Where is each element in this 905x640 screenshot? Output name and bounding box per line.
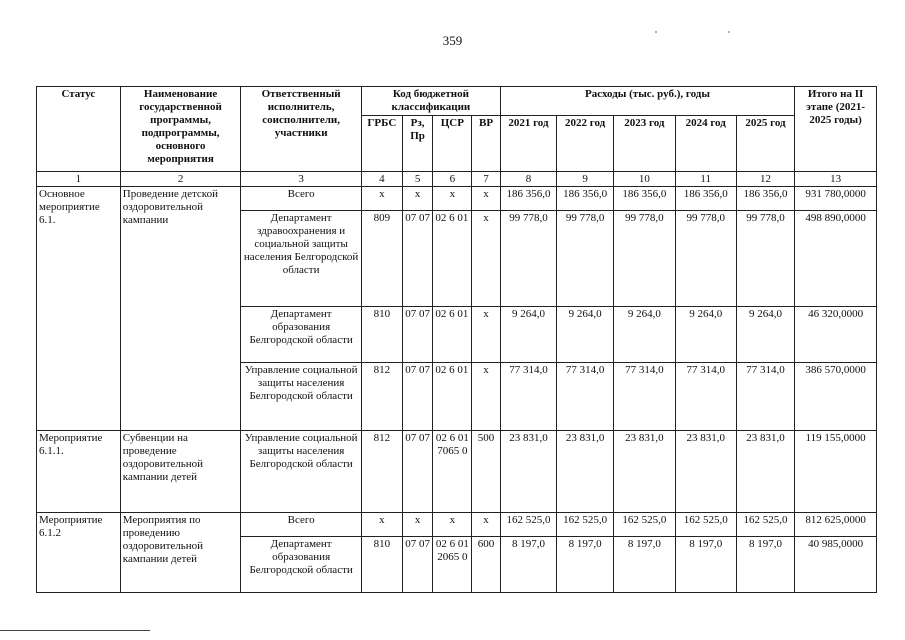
header-total: Итого на II этапе (2021-2025 годы) <box>795 87 877 172</box>
y2025-cell: 99 778,0 <box>736 211 794 307</box>
page-number: 359 <box>442 33 463 48</box>
y2025-cell: 9 264,0 <box>736 307 794 363</box>
total-cell: 931 780,0000 <box>795 187 877 211</box>
header-rz-pr: Рз, Пр <box>402 116 433 172</box>
csr-cell: 02 6 01 2065 0 <box>433 537 472 593</box>
header-name: Наименование государственной программы, подпрограммы, основного мероприятия <box>120 87 241 172</box>
header-2024: 2024 год <box>675 116 736 172</box>
y2025-cell: 23 831,0 <box>736 431 794 513</box>
name-cell: Субвенции на проведение оздоровительной кампании детей <box>120 431 241 513</box>
csr-cell: х <box>433 513 472 537</box>
header-vr: ВР <box>472 116 501 172</box>
csr-cell: 02 6 01 <box>433 363 472 431</box>
csr-cell: 02 6 01 <box>433 211 472 307</box>
y2023-cell: 9 264,0 <box>614 307 675 363</box>
table-row <box>37 431 877 513</box>
y2022-cell: 9 264,0 <box>557 307 614 363</box>
y2022-cell: 99 778,0 <box>557 211 614 307</box>
y2022-cell: 8 197,0 <box>557 537 614 593</box>
scan-speck <box>655 31 657 33</box>
header-executor: Ответственный исполнитель, соисполнители, участники <box>241 87 362 172</box>
name-cell: Мероприятия по проведению оздоровительной кампании детей <box>120 513 241 593</box>
vr-cell: х <box>472 211 501 307</box>
grbs-cell: 812 <box>361 431 402 513</box>
total-cell: 119 155,0000 <box>795 431 877 513</box>
total-cell: 46 320,0000 <box>795 307 877 363</box>
vr-cell: х <box>472 307 501 363</box>
y2021-cell: 162 525,0 <box>500 513 556 537</box>
header-2021: 2021 год <box>500 116 556 172</box>
grbs-cell: 809 <box>361 211 402 307</box>
vr-cell: 500 <box>472 431 501 513</box>
y2021-cell: 77 314,0 <box>500 363 556 431</box>
column-number: 6 <box>433 172 472 187</box>
table-row <box>37 513 877 537</box>
vr-cell: 600 <box>472 537 501 593</box>
grbs-cell: 812 <box>361 363 402 431</box>
executor-cell: Департамент здравоохранения и социальной защиты населения Белгородской области <box>241 211 362 307</box>
y2023-cell: 8 197,0 <box>614 537 675 593</box>
total-cell: 386 570,0000 <box>795 363 877 431</box>
grbs-cell: 810 <box>361 537 402 593</box>
y2022-cell: 162 525,0 <box>557 513 614 537</box>
y2023-cell: 162 525,0 <box>614 513 675 537</box>
y2024-cell: 23 831,0 <box>675 431 736 513</box>
header-budget-code: Код бюджетной классификации <box>361 87 500 116</box>
y2021-cell: 9 264,0 <box>500 307 556 363</box>
y2021-cell: 23 831,0 <box>500 431 556 513</box>
column-number: 4 <box>361 172 402 187</box>
y2021-cell: 186 356,0 <box>500 187 556 211</box>
y2025-cell: 77 314,0 <box>736 363 794 431</box>
status-cell: Мероприятие 6.1.2 <box>37 513 121 593</box>
y2021-cell: 8 197,0 <box>500 537 556 593</box>
total-cell: 40 985,0000 <box>795 537 877 593</box>
header-2023: 2023 год <box>614 116 675 172</box>
y2022-cell: 186 356,0 <box>557 187 614 211</box>
rzpr-cell: 07 07 <box>402 537 433 593</box>
header-2025: 2025 год <box>736 116 794 172</box>
table-row <box>37 187 877 211</box>
executor-cell: Департамент образования Белгородской области <box>241 307 362 363</box>
rzpr-cell: х <box>402 513 433 537</box>
header-expenses: Расходы (тыс. руб.), годы <box>500 87 794 116</box>
column-number: 13 <box>795 172 877 187</box>
grbs-cell: х <box>361 187 402 211</box>
y2022-cell: 77 314,0 <box>557 363 614 431</box>
executor-cell: Управление социальной защиты населения Белгородской области <box>241 431 362 513</box>
y2025-cell: 186 356,0 <box>736 187 794 211</box>
y2024-cell: 99 778,0 <box>675 211 736 307</box>
rzpr-cell: 07 07 <box>402 431 433 513</box>
executor-cell: Всего <box>241 187 362 211</box>
y2025-cell: 8 197,0 <box>736 537 794 593</box>
executor-cell: Управление социальной защиты населения Белгородской области <box>241 363 362 431</box>
vr-cell: х <box>472 513 501 537</box>
name-cell: Проведение детской оздоровительной кампании <box>120 187 241 431</box>
column-number: 5 <box>402 172 433 187</box>
column-number: 2 <box>120 172 241 187</box>
scan-edge-line <box>0 630 150 631</box>
rzpr-cell: х <box>402 187 433 211</box>
column-number: 8 <box>500 172 556 187</box>
budget-table <box>36 86 877 593</box>
csr-cell: 02 6 01 7065 0 <box>433 431 472 513</box>
header-grbs: ГРБС <box>361 116 402 172</box>
y2024-cell: 186 356,0 <box>675 187 736 211</box>
column-number: 3 <box>241 172 362 187</box>
column-numbers-row <box>37 172 877 187</box>
column-number: 11 <box>675 172 736 187</box>
y2023-cell: 77 314,0 <box>614 363 675 431</box>
rzpr-cell: 07 07 <box>402 211 433 307</box>
status-cell: Основное мероприятие 6.1. <box>37 187 121 431</box>
y2022-cell: 23 831,0 <box>557 431 614 513</box>
y2024-cell: 9 264,0 <box>675 307 736 363</box>
column-number: 7 <box>472 172 501 187</box>
vr-cell: х <box>472 187 501 211</box>
y2024-cell: 77 314,0 <box>675 363 736 431</box>
column-number: 12 <box>736 172 794 187</box>
scan-speck <box>728 31 730 33</box>
csr-cell: 02 6 01 <box>433 307 472 363</box>
csr-cell: х <box>433 187 472 211</box>
y2023-cell: 186 356,0 <box>614 187 675 211</box>
grbs-cell: х <box>361 513 402 537</box>
y2023-cell: 99 778,0 <box>614 211 675 307</box>
column-number: 1 <box>37 172 121 187</box>
rzpr-cell: 07 07 <box>402 363 433 431</box>
grbs-cell: 810 <box>361 307 402 363</box>
y2025-cell: 162 525,0 <box>736 513 794 537</box>
executor-cell: Департамент образования Белгородской области <box>241 537 362 593</box>
rzpr-cell: 07 07 <box>402 307 433 363</box>
total-cell: 498 890,0000 <box>795 211 877 307</box>
status-cell: Мероприятие 6.1.1. <box>37 431 121 513</box>
header-status: Статус <box>37 87 121 172</box>
header-csr: ЦСР <box>433 116 472 172</box>
total-cell: 812 625,0000 <box>795 513 877 537</box>
column-number: 9 <box>557 172 614 187</box>
executor-cell: Всего <box>241 513 362 537</box>
y2023-cell: 23 831,0 <box>614 431 675 513</box>
vr-cell: х <box>472 363 501 431</box>
y2024-cell: 8 197,0 <box>675 537 736 593</box>
y2024-cell: 162 525,0 <box>675 513 736 537</box>
header-2022: 2022 год <box>557 116 614 172</box>
column-number: 10 <box>614 172 675 187</box>
y2021-cell: 99 778,0 <box>500 211 556 307</box>
